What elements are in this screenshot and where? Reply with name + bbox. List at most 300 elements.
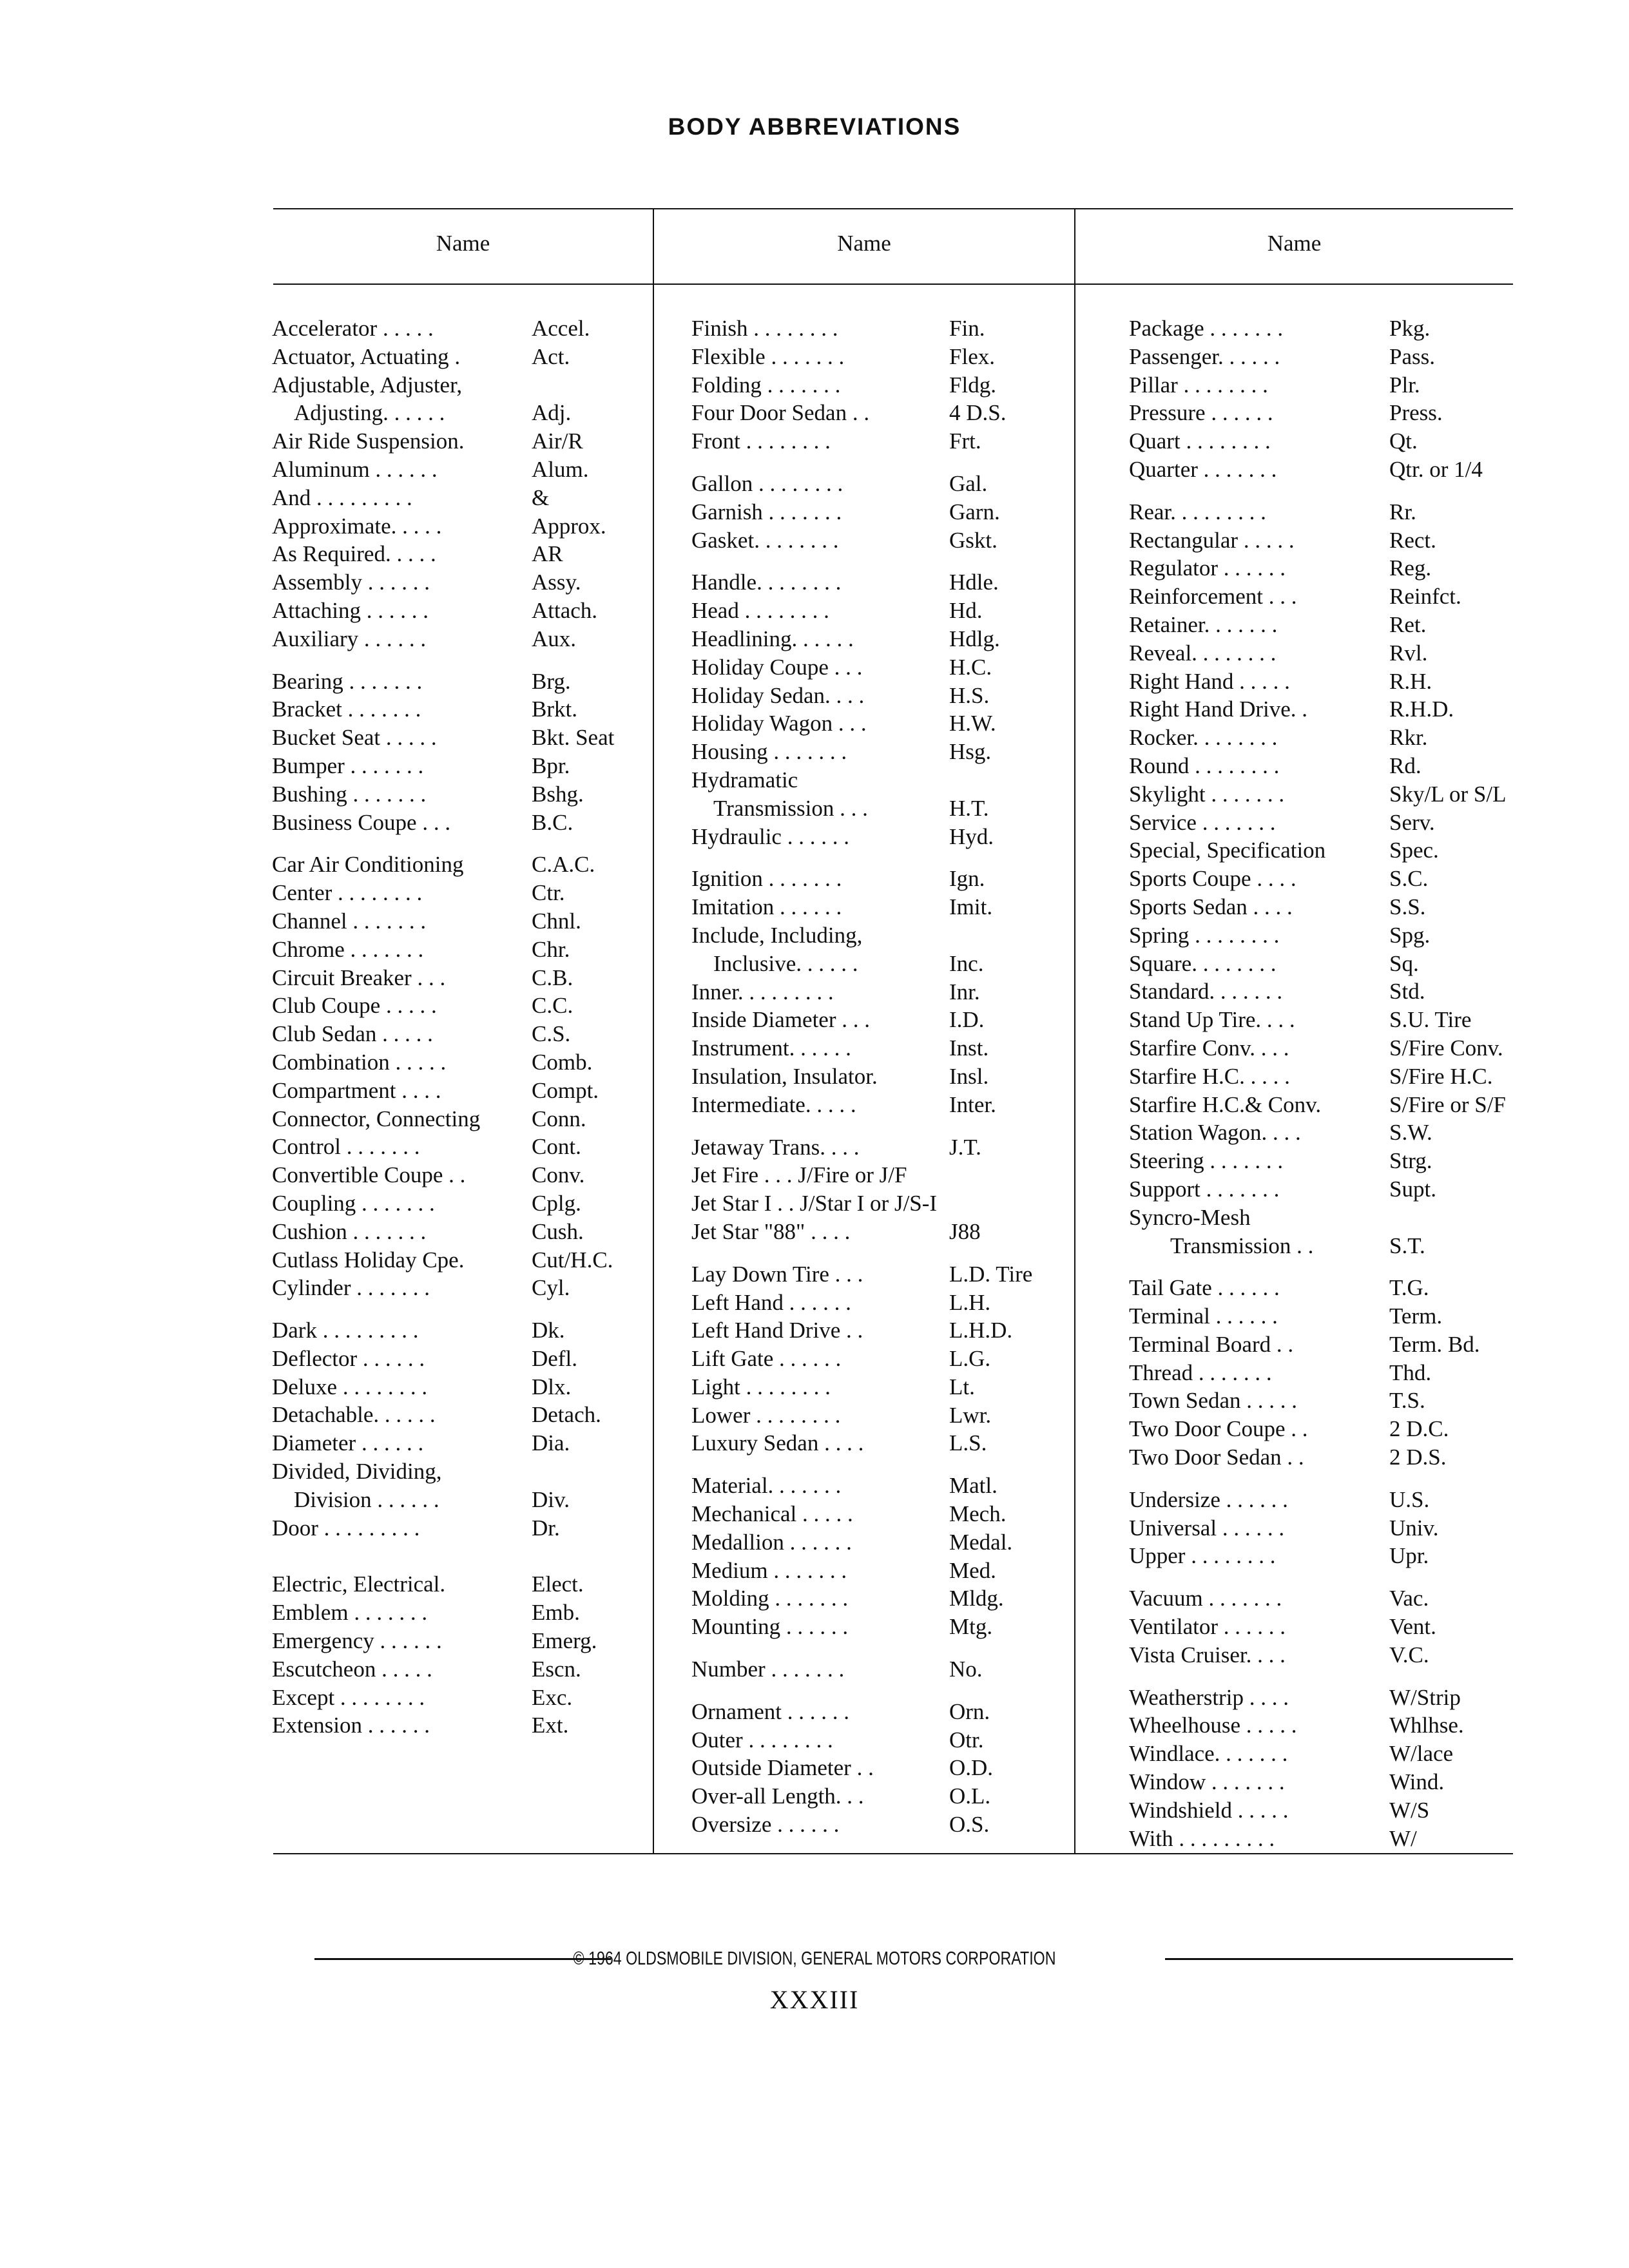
abbreviation-value: AR xyxy=(532,541,563,567)
abbreviation-row xyxy=(691,865,1072,893)
abbreviation-value: Bkt. Seat xyxy=(532,725,615,751)
abbreviation-row xyxy=(1129,809,1567,837)
abbreviation-row xyxy=(691,794,1072,823)
abbreviation-value: Dlx. xyxy=(532,1374,572,1399)
abbreviation-term: Service . . . . . . . xyxy=(1129,809,1276,835)
abbreviation-term: Extension . . . . . . xyxy=(272,1713,430,1738)
abbreviation-term: Insulation, Insulator. xyxy=(691,1063,878,1089)
abbreviation-row xyxy=(1129,1641,1567,1669)
abbreviation-term: Rectangular . . . . . xyxy=(1129,527,1295,553)
abbreviation-row xyxy=(272,1274,649,1302)
abbreviation-value: Flex. xyxy=(949,343,995,369)
abbreviation-value: Hdle. xyxy=(949,570,999,595)
abbreviation-row xyxy=(272,1246,649,1274)
abbreviation-value: Compt. xyxy=(532,1077,599,1103)
abbreviation-term: Rear. . . . . . . . . xyxy=(1129,499,1266,524)
abbreviation-value: Air/R xyxy=(532,428,583,454)
abbreviation-row xyxy=(272,1316,649,1345)
abbreviation-value: Conv. xyxy=(532,1162,585,1188)
abbreviation-value: Reinfct. xyxy=(1389,584,1461,610)
abbreviation-row xyxy=(691,950,1072,978)
abbreviation-value: Spec. xyxy=(1389,838,1439,863)
abbreviation-row xyxy=(272,879,649,907)
abbreviation-row xyxy=(272,1429,649,1457)
abbreviation-term: Ornament . . . . . . xyxy=(691,1698,849,1724)
abbreviation-term: Syncro-Mesh xyxy=(1129,1204,1251,1230)
abbreviation-value: Inst. xyxy=(949,1035,989,1061)
abbreviation-value: I.D. xyxy=(949,1007,985,1033)
abbreviation-term: Cutlass Holiday Cpe. xyxy=(272,1247,465,1273)
abbreviation-row xyxy=(1129,1514,1567,1542)
abbreviation-column-3 xyxy=(1129,314,1567,1852)
abbreviation-value: Term. xyxy=(1389,1303,1443,1329)
abbreviation-row xyxy=(691,470,1072,498)
abbreviation-value: Med. xyxy=(949,1557,996,1583)
abbreviation-row xyxy=(272,907,649,936)
abbreviation-row xyxy=(691,653,1072,682)
abbreviation-value: Vac. xyxy=(1389,1586,1429,1611)
abbreviation-term: Coupling . . . . . . . xyxy=(272,1190,435,1216)
abbreviation-term: Quarter . . . . . . . xyxy=(1129,456,1277,482)
abbreviation-value: Inc. xyxy=(949,950,984,976)
abbreviation-column-2 xyxy=(691,314,1072,1839)
abbreviation-value: C.S. xyxy=(532,1021,571,1047)
abbreviation-row xyxy=(272,1457,649,1486)
abbreviation-value: O.S. xyxy=(949,1812,990,1838)
abbreviation-term: Club Coupe . . . . . xyxy=(272,993,437,1019)
abbreviation-row xyxy=(1129,1486,1567,1514)
abbreviation-value: Mldg. xyxy=(949,1586,1004,1611)
abbreviation-term: Holiday Sedan. . . . xyxy=(691,682,865,708)
abbreviation-term: Windlace. . . . . . . xyxy=(1129,1741,1288,1767)
abbreviation-row xyxy=(691,498,1072,526)
abbreviation-value: Upr. xyxy=(1389,1543,1429,1569)
abbreviation-row xyxy=(691,1557,1072,1585)
table-bottom-rule xyxy=(273,1853,1513,1854)
abbreviation-value: Spg. xyxy=(1389,922,1431,948)
abbreviation-value: W/ xyxy=(1389,1825,1417,1851)
abbreviation-value: L.D. Tire xyxy=(949,1261,1033,1287)
column-header-3: Name xyxy=(1267,231,1322,256)
abbreviation-value: H.C. xyxy=(949,654,992,680)
abbreviation-term: Reveal. . . . . . . . xyxy=(1129,640,1277,666)
abbreviation-value: Pass. xyxy=(1389,343,1435,369)
abbreviation-value: Emerg. xyxy=(532,1628,597,1654)
abbreviation-row xyxy=(1129,1331,1567,1359)
abbreviation-row xyxy=(691,1133,1072,1162)
abbreviation-value: Cont. xyxy=(532,1134,581,1160)
abbreviation-value: Cut/H.C. xyxy=(532,1247,613,1273)
abbreviation-value: S.C. xyxy=(1389,866,1429,892)
abbreviation-value: S/Fire or S/F xyxy=(1389,1091,1506,1117)
abbreviation-row xyxy=(691,1472,1072,1500)
abbreviation-row xyxy=(272,1048,649,1077)
abbreviation-term: Divided, Dividing, xyxy=(272,1459,442,1485)
table-header-rule xyxy=(273,284,1513,285)
abbreviation-term: Support . . . . . . . xyxy=(1129,1176,1280,1202)
abbreviation-term: Skylight . . . . . . . xyxy=(1129,781,1285,807)
abbreviation-term: Deluxe . . . . . . . . xyxy=(272,1374,428,1399)
abbreviation-value: Alum. xyxy=(532,456,589,482)
abbreviation-row xyxy=(691,1528,1072,1557)
abbreviation-value: No. xyxy=(949,1657,983,1682)
abbreviation-value: Orn. xyxy=(949,1698,990,1724)
abbreviation-term: Lay Down Tire . . . xyxy=(691,1261,863,1287)
abbreviation-term: Actuator, Actuating . xyxy=(272,343,461,369)
abbreviation-term: Upper . . . . . . . . xyxy=(1129,1543,1276,1569)
abbreviation-row xyxy=(1129,1825,1567,1853)
abbreviation-value: Adj. xyxy=(532,400,572,426)
abbreviation-row xyxy=(272,1345,649,1373)
abbreviation-value: Rvl. xyxy=(1389,640,1428,666)
abbreviation-row xyxy=(272,484,649,512)
abbreviation-row xyxy=(272,1711,649,1740)
abbreviation-term: Vista Cruiser. . . . xyxy=(1129,1642,1286,1667)
abbreviation-row xyxy=(1129,1542,1567,1570)
abbreviation-value: L.G. xyxy=(949,1346,991,1372)
abbreviation-term: Jetaway Trans. . . . xyxy=(691,1134,860,1160)
abbreviation-row xyxy=(1129,1711,1567,1740)
abbreviation-value: Accel. xyxy=(532,316,590,341)
abbreviation-term: Jet Fire . . . J/Fire or J/F xyxy=(691,1162,907,1188)
abbreviation-value: J88 xyxy=(949,1218,981,1244)
abbreviation-term: Hydramatic xyxy=(691,767,798,793)
abbreviation-row xyxy=(691,1584,1072,1613)
abbreviation-term: Oversize . . . . . . xyxy=(691,1812,840,1838)
column-divider-1 xyxy=(653,208,654,1854)
abbreviation-term: Handle. . . . . . . . xyxy=(691,570,842,595)
abbreviation-term: Passenger. . . . . . xyxy=(1129,343,1280,369)
abbreviation-row xyxy=(272,456,649,484)
abbreviation-row xyxy=(691,314,1072,343)
abbreviation-value: Approx. xyxy=(532,513,606,539)
abbreviation-row xyxy=(691,371,1072,399)
abbreviation-term: Retainer. . . . . . . xyxy=(1129,611,1278,637)
abbreviation-value: Thd. xyxy=(1389,1360,1432,1385)
abbreviation-term: Starfire H.C. . . . . xyxy=(1129,1063,1290,1089)
abbreviation-term: Bracket . . . . . . . xyxy=(272,697,421,722)
abbreviation-row xyxy=(691,1782,1072,1811)
abbreviation-column-1 xyxy=(272,314,649,1740)
abbreviation-value: U.S. xyxy=(1389,1486,1430,1512)
abbreviation-row xyxy=(691,399,1072,427)
abbreviation-term: Quart . . . . . . . . xyxy=(1129,428,1271,454)
abbreviation-term: Inclusive. . . . . . xyxy=(713,950,858,976)
abbreviation-row xyxy=(1129,1387,1567,1415)
abbreviation-term: Bucket Seat . . . . . xyxy=(272,725,437,751)
abbreviation-row xyxy=(272,1684,649,1712)
abbreviation-row xyxy=(272,540,649,568)
abbreviation-row xyxy=(272,1189,649,1218)
abbreviation-value: Ret. xyxy=(1389,611,1427,637)
abbreviation-term: Emblem . . . . . . . xyxy=(272,1600,428,1626)
abbreviation-value: Cush. xyxy=(532,1218,584,1244)
abbreviation-term: Pressure . . . . . . xyxy=(1129,400,1273,426)
abbreviation-value: Exc. xyxy=(532,1684,573,1710)
abbreviation-row xyxy=(272,850,649,879)
abbreviation-value: L.H.D. xyxy=(949,1318,1013,1343)
abbreviation-term: Center . . . . . . . . xyxy=(272,880,423,906)
abbreviation-term: Approximate. . . . . xyxy=(272,513,442,539)
abbreviation-value: Wind. xyxy=(1389,1769,1445,1795)
abbreviation-value: Dr. xyxy=(532,1515,560,1541)
abbreviation-term: Except . . . . . . . . xyxy=(272,1684,425,1710)
abbreviation-row xyxy=(1129,865,1567,893)
abbreviation-term: Reinforcement . . . xyxy=(1129,584,1297,610)
abbreviation-value: Div. xyxy=(532,1486,570,1512)
abbreviation-row xyxy=(272,625,649,653)
abbreviation-value: T.G. xyxy=(1389,1275,1429,1301)
abbreviation-value: Frt. xyxy=(949,428,981,454)
abbreviation-value: W/S xyxy=(1389,1797,1430,1823)
abbreviation-value: Mech. xyxy=(949,1501,1007,1527)
abbreviation-term: Tail Gate . . . . . . xyxy=(1129,1275,1280,1301)
abbreviation-row xyxy=(272,1514,649,1542)
abbreviation-row xyxy=(691,427,1072,456)
abbreviation-term: Folding . . . . . . . xyxy=(691,372,841,398)
abbreviation-term: Housing . . . . . . . xyxy=(691,739,847,765)
abbreviation-value: Garn. xyxy=(949,499,1000,524)
abbreviation-term: Attaching . . . . . . xyxy=(272,597,429,623)
abbreviation-row xyxy=(272,568,649,597)
abbreviation-value: Hdlg. xyxy=(949,626,1000,651)
abbreviation-value: B.C. xyxy=(532,809,574,835)
abbreviation-value: Insl. xyxy=(949,1063,989,1089)
abbreviation-value: & xyxy=(532,485,550,510)
abbreviation-term: Diameter . . . . . . xyxy=(272,1430,424,1456)
abbreviation-value: Elect. xyxy=(532,1571,584,1597)
abbreviation-term: Combination . . . . . xyxy=(272,1049,447,1075)
abbreviation-row xyxy=(1129,1232,1567,1260)
abbreviation-value: Gskt. xyxy=(949,527,998,553)
abbreviation-row xyxy=(1129,498,1567,526)
abbreviation-row xyxy=(1129,314,1567,343)
abbreviation-value: Brg. xyxy=(532,668,571,694)
column-header-2: Name xyxy=(837,231,891,256)
abbreviation-term: Connector, Connecting xyxy=(272,1106,481,1131)
abbreviation-term: Undersize . . . . . . xyxy=(1129,1486,1288,1512)
abbreviation-value: 4 D.S. xyxy=(949,400,1007,426)
abbreviation-row xyxy=(1129,893,1567,921)
abbreviation-row xyxy=(1129,1119,1567,1147)
abbreviation-row xyxy=(272,399,649,427)
abbreviation-row xyxy=(1129,639,1567,668)
column-divider-2 xyxy=(1074,208,1075,1854)
abbreviation-row xyxy=(1129,554,1567,582)
abbreviation-row xyxy=(272,1486,649,1514)
abbreviation-row xyxy=(691,893,1072,921)
abbreviation-term: Two Door Sedan . . xyxy=(1129,1445,1304,1470)
abbreviation-value: C.A.C. xyxy=(532,852,595,878)
abbreviation-value: Attach. xyxy=(532,597,598,623)
abbreviation-row xyxy=(691,921,1072,950)
abbreviation-row xyxy=(1129,752,1567,780)
abbreviation-value: Rd. xyxy=(1389,753,1422,778)
abbreviation-value: J.T. xyxy=(949,1134,981,1160)
abbreviation-value: Plr. xyxy=(1389,372,1420,398)
abbreviation-row xyxy=(272,1570,649,1599)
abbreviation-value: Brkt. xyxy=(532,697,577,722)
abbreviation-value: Sq. xyxy=(1389,950,1419,976)
abbreviation-row xyxy=(1129,921,1567,950)
abbreviation-value: Bshg. xyxy=(532,781,584,807)
abbreviation-row xyxy=(272,427,649,456)
abbreviation-row xyxy=(691,1034,1072,1062)
abbreviation-value: Ctr. xyxy=(532,880,565,906)
abbreviation-term: Two Door Coupe . . xyxy=(1129,1416,1308,1442)
abbreviation-term: Electric, Electrical. xyxy=(272,1571,446,1597)
copyright-footer: © 1964 OLDSMOBILE DIVISION, GENERAL MOTORS CORPORATION xyxy=(573,1948,1056,1969)
abbreviation-value: R.H.D. xyxy=(1389,697,1454,722)
abbreviation-value: Supt. xyxy=(1389,1176,1436,1202)
abbreviation-row xyxy=(1129,1768,1567,1796)
abbreviation-value: S.U. Tire xyxy=(1389,1007,1472,1033)
abbreviation-term: Steering . . . . . . . xyxy=(1129,1148,1284,1174)
abbreviation-value: H.W. xyxy=(949,711,996,736)
abbreviation-value: Rr. xyxy=(1389,499,1416,524)
abbreviation-value: Hyd. xyxy=(949,823,994,849)
abbreviation-row xyxy=(1129,1359,1567,1387)
abbreviation-value: W/Strip xyxy=(1389,1684,1461,1710)
abbreviation-term: Universal . . . . . . xyxy=(1129,1515,1285,1541)
abbreviation-row xyxy=(691,1161,1072,1189)
abbreviation-value: Fin. xyxy=(949,316,985,341)
abbreviation-term: Sports Coupe . . . . xyxy=(1129,866,1296,892)
abbreviation-term: Station Wagon. . . . xyxy=(1129,1120,1301,1146)
abbreviation-value: L.S. xyxy=(949,1430,987,1456)
abbreviation-term: Business Coupe . . . xyxy=(272,809,451,835)
abbreviation-row xyxy=(1129,427,1567,456)
abbreviation-row xyxy=(691,1373,1072,1401)
abbreviation-row xyxy=(691,1316,1072,1345)
abbreviation-term: Mechanical . . . . . xyxy=(691,1501,853,1527)
abbreviation-term: Escutcheon . . . . . xyxy=(272,1656,432,1682)
abbreviation-row xyxy=(272,371,649,399)
abbreviation-term: Starfire H.C.& Conv. xyxy=(1129,1091,1322,1117)
abbreviation-term: Standard. . . . . . . xyxy=(1129,979,1283,1004)
abbreviation-value: Mtg. xyxy=(949,1614,993,1640)
abbreviation-term: Over-all Length. . . xyxy=(691,1783,864,1809)
abbreviation-term: Round . . . . . . . . xyxy=(1129,753,1280,778)
abbreviation-row xyxy=(1129,695,1567,724)
abbreviation-row xyxy=(691,1289,1072,1317)
abbreviation-term: Starfire Conv. . . . xyxy=(1129,1035,1289,1061)
abbreviation-value: Otr. xyxy=(949,1727,984,1753)
abbreviation-row xyxy=(272,314,649,343)
abbreviation-term: Package . . . . . . . xyxy=(1129,316,1284,341)
abbreviation-row xyxy=(1129,1684,1567,1712)
abbreviation-term: Assembly . . . . . . xyxy=(272,570,430,595)
abbreviation-value: Qt. xyxy=(1389,428,1418,454)
abbreviation-term: Pillar . . . . . . . . xyxy=(1129,372,1268,398)
abbreviation-row xyxy=(1129,1274,1567,1302)
abbreviation-value: O.D. xyxy=(949,1755,994,1781)
abbreviation-value: Ext. xyxy=(532,1713,569,1738)
abbreviation-term: Medallion . . . . . . xyxy=(691,1529,852,1555)
abbreviation-value: Press. xyxy=(1389,400,1443,426)
abbreviation-value: Chnl. xyxy=(532,908,581,934)
abbreviation-row xyxy=(1129,1147,1567,1175)
abbreviation-value: Emb. xyxy=(532,1600,580,1626)
abbreviation-row xyxy=(1129,456,1567,484)
abbreviation-value: Hsg. xyxy=(949,739,992,765)
abbreviation-row xyxy=(1129,977,1567,1006)
abbreviation-term: Gasket. . . . . . . . xyxy=(691,527,839,553)
abbreviation-term: Molding . . . . . . . xyxy=(691,1586,849,1611)
abbreviation-row xyxy=(691,766,1072,794)
abbreviation-row xyxy=(272,1105,649,1133)
abbreviation-row xyxy=(272,780,649,809)
abbreviation-term: Compartment . . . . xyxy=(272,1077,441,1103)
abbreviation-row xyxy=(1129,1204,1567,1232)
abbreviation-value: L.H. xyxy=(949,1289,991,1315)
abbreviation-term: Left Hand . . . . . . xyxy=(691,1289,851,1315)
abbreviation-row xyxy=(272,1599,649,1627)
abbreviation-row xyxy=(1129,582,1567,611)
abbreviation-term: Special, Specification xyxy=(1129,838,1326,863)
abbreviation-row xyxy=(272,936,649,964)
abbreviation-row xyxy=(691,343,1072,371)
abbreviation-value: Comb. xyxy=(532,1049,593,1075)
abbreviation-row xyxy=(691,1754,1072,1782)
abbreviation-value: Cyl. xyxy=(532,1275,570,1301)
abbreviation-value: Detach. xyxy=(532,1402,601,1428)
abbreviation-value: 2 D.C. xyxy=(1389,1416,1449,1442)
abbreviation-row xyxy=(272,992,649,1020)
abbreviation-value: Lwr. xyxy=(949,1402,992,1428)
abbreviation-term: Inside Diameter . . . xyxy=(691,1007,870,1033)
abbreviation-value: S/Fire Conv. xyxy=(1389,1035,1503,1061)
abbreviation-row xyxy=(1129,1613,1567,1641)
abbreviation-value: T.S. xyxy=(1389,1388,1425,1414)
abbreviation-row xyxy=(272,1161,649,1189)
abbreviation-term: Regulator . . . . . . xyxy=(1129,555,1286,581)
abbreviation-term: Medium . . . . . . . xyxy=(691,1557,847,1583)
abbreviation-term: Left Hand Drive . . xyxy=(691,1318,863,1343)
abbreviation-row xyxy=(1129,724,1567,752)
abbreviation-value: Matl. xyxy=(949,1473,998,1499)
abbreviation-row xyxy=(272,1373,649,1401)
abbreviation-row xyxy=(691,1189,1072,1218)
abbreviation-term: Convertible Coupe . . xyxy=(272,1162,466,1188)
abbreviation-row xyxy=(691,1698,1072,1726)
abbreviation-term: Deflector . . . . . . xyxy=(272,1345,425,1371)
abbreviation-value: Univ. xyxy=(1389,1515,1439,1541)
abbreviation-term: Car Air Conditioning xyxy=(272,852,464,878)
abbreviation-value: V.C. xyxy=(1389,1642,1429,1667)
abbreviation-term: Bearing . . . . . . . xyxy=(272,668,423,694)
abbreviation-value: W/lace xyxy=(1389,1741,1454,1767)
abbreviation-value: Fldg. xyxy=(949,372,996,398)
abbreviation-row xyxy=(1129,399,1567,427)
abbreviation-value: Sky/L or S/L xyxy=(1389,781,1507,807)
abbreviation-value: H.S. xyxy=(949,682,990,708)
abbreviation-term: Right Hand . . . . . xyxy=(1129,668,1290,694)
abbreviation-term: Jet Star I . . J/Star I or J/S-I xyxy=(691,1191,938,1216)
abbreviation-term: Head . . . . . . . . xyxy=(691,598,829,624)
abbreviation-value: S.W. xyxy=(1389,1120,1432,1146)
abbreviation-row xyxy=(691,682,1072,710)
abbreviation-row xyxy=(1129,780,1567,809)
abbreviation-row xyxy=(1129,668,1567,696)
abbreviation-term: Square. . . . . . . . xyxy=(1129,950,1277,976)
abbreviation-row xyxy=(691,738,1072,766)
abbreviation-term: Number . . . . . . . xyxy=(691,1657,845,1682)
abbreviation-row xyxy=(272,695,649,724)
abbreviation-value: Gal. xyxy=(949,470,988,496)
abbreviation-row xyxy=(1129,1740,1567,1768)
abbreviation-row xyxy=(691,526,1072,555)
